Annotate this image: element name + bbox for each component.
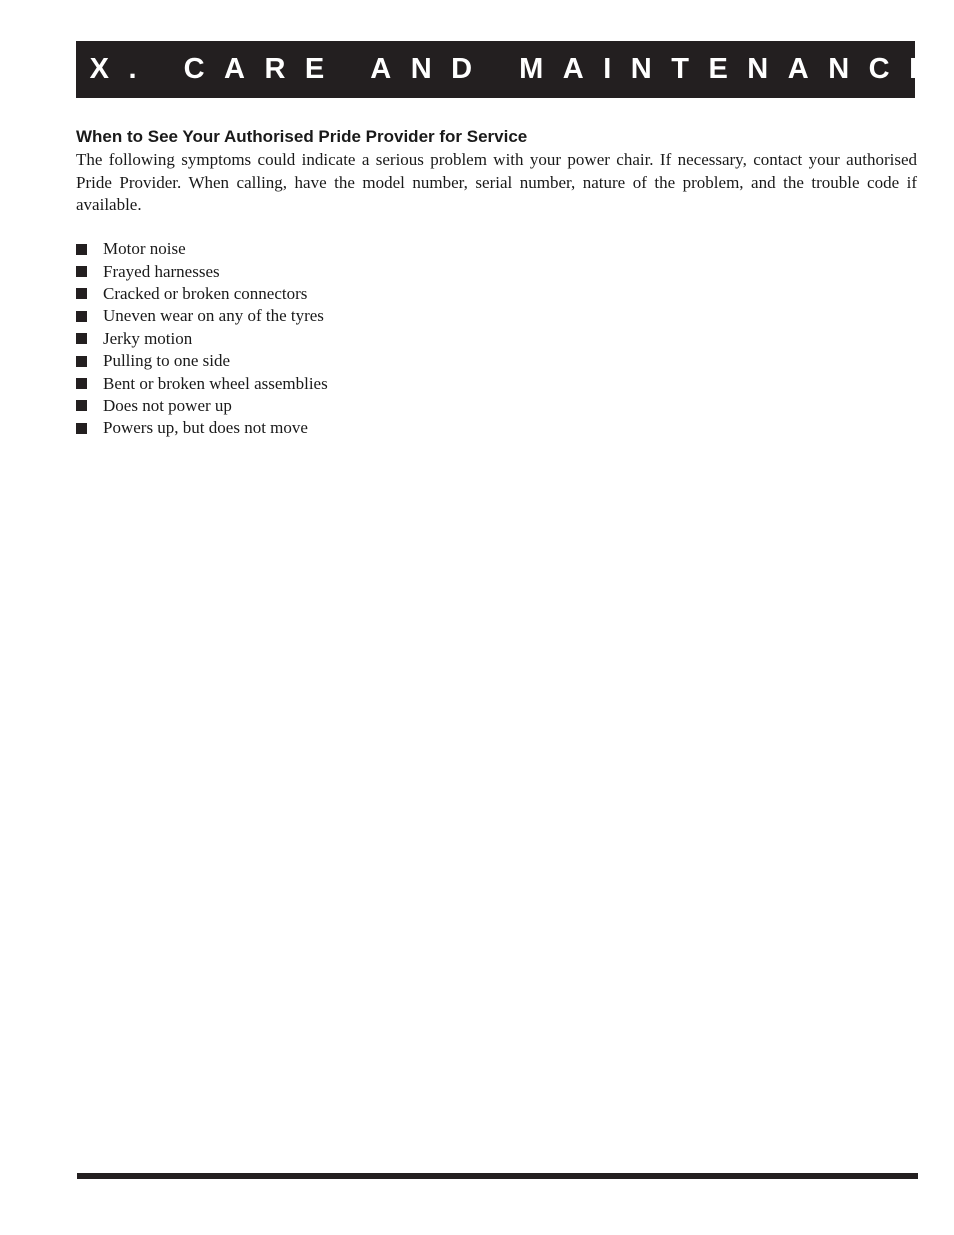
list-item <box>76 372 328 394</box>
symptom-list <box>76 238 328 440</box>
square-bullet-icon <box>76 423 87 434</box>
list-item-label: Cracked or broken connectors <box>103 283 308 303</box>
square-bullet-icon <box>76 244 87 255</box>
list-item-label: Bent or broken wheel assemblies <box>103 373 328 393</box>
footer-rule <box>77 1173 918 1179</box>
list-item <box>76 395 328 417</box>
list-item-label: Uneven wear on any of the tyres <box>103 306 324 326</box>
list-item-label: Motor noise <box>103 239 186 259</box>
square-bullet-icon <box>76 288 87 299</box>
square-bullet-icon <box>76 400 87 411</box>
square-bullet-icon <box>76 333 87 344</box>
square-bullet-icon <box>76 266 87 277</box>
list-item-label: Does not power up <box>103 395 232 415</box>
square-bullet-icon <box>76 356 87 367</box>
list-item <box>76 305 328 327</box>
list-item-label: Pulling to one side <box>103 351 231 371</box>
list-item-label: Jerky motion <box>103 328 193 348</box>
square-bullet-icon <box>76 311 87 322</box>
list-item <box>76 417 328 439</box>
chapter-title: IX. CARE AND MAINTENANCE <box>62 53 948 85</box>
list-item <box>76 328 328 350</box>
list-item <box>76 350 328 372</box>
square-bullet-icon <box>76 378 87 389</box>
list-item-label: Frayed harnesses <box>103 261 220 281</box>
list-item <box>76 260 328 282</box>
section-body-paragraph: The following symptoms could indicate a serious problem with your power chair. If necessary, contact your authorised Pride Provider. When calling, have the model number, serial number, nature of the problem, and the trouble code if available. <box>76 150 917 214</box>
list-item <box>76 238 328 260</box>
section-heading: When to See Your Authorised Pride Provider for Service <box>76 127 528 146</box>
list-item <box>76 283 328 305</box>
list-item-label: Powers up, but does not move <box>103 418 308 438</box>
chapter-header-banner <box>62 41 948 98</box>
